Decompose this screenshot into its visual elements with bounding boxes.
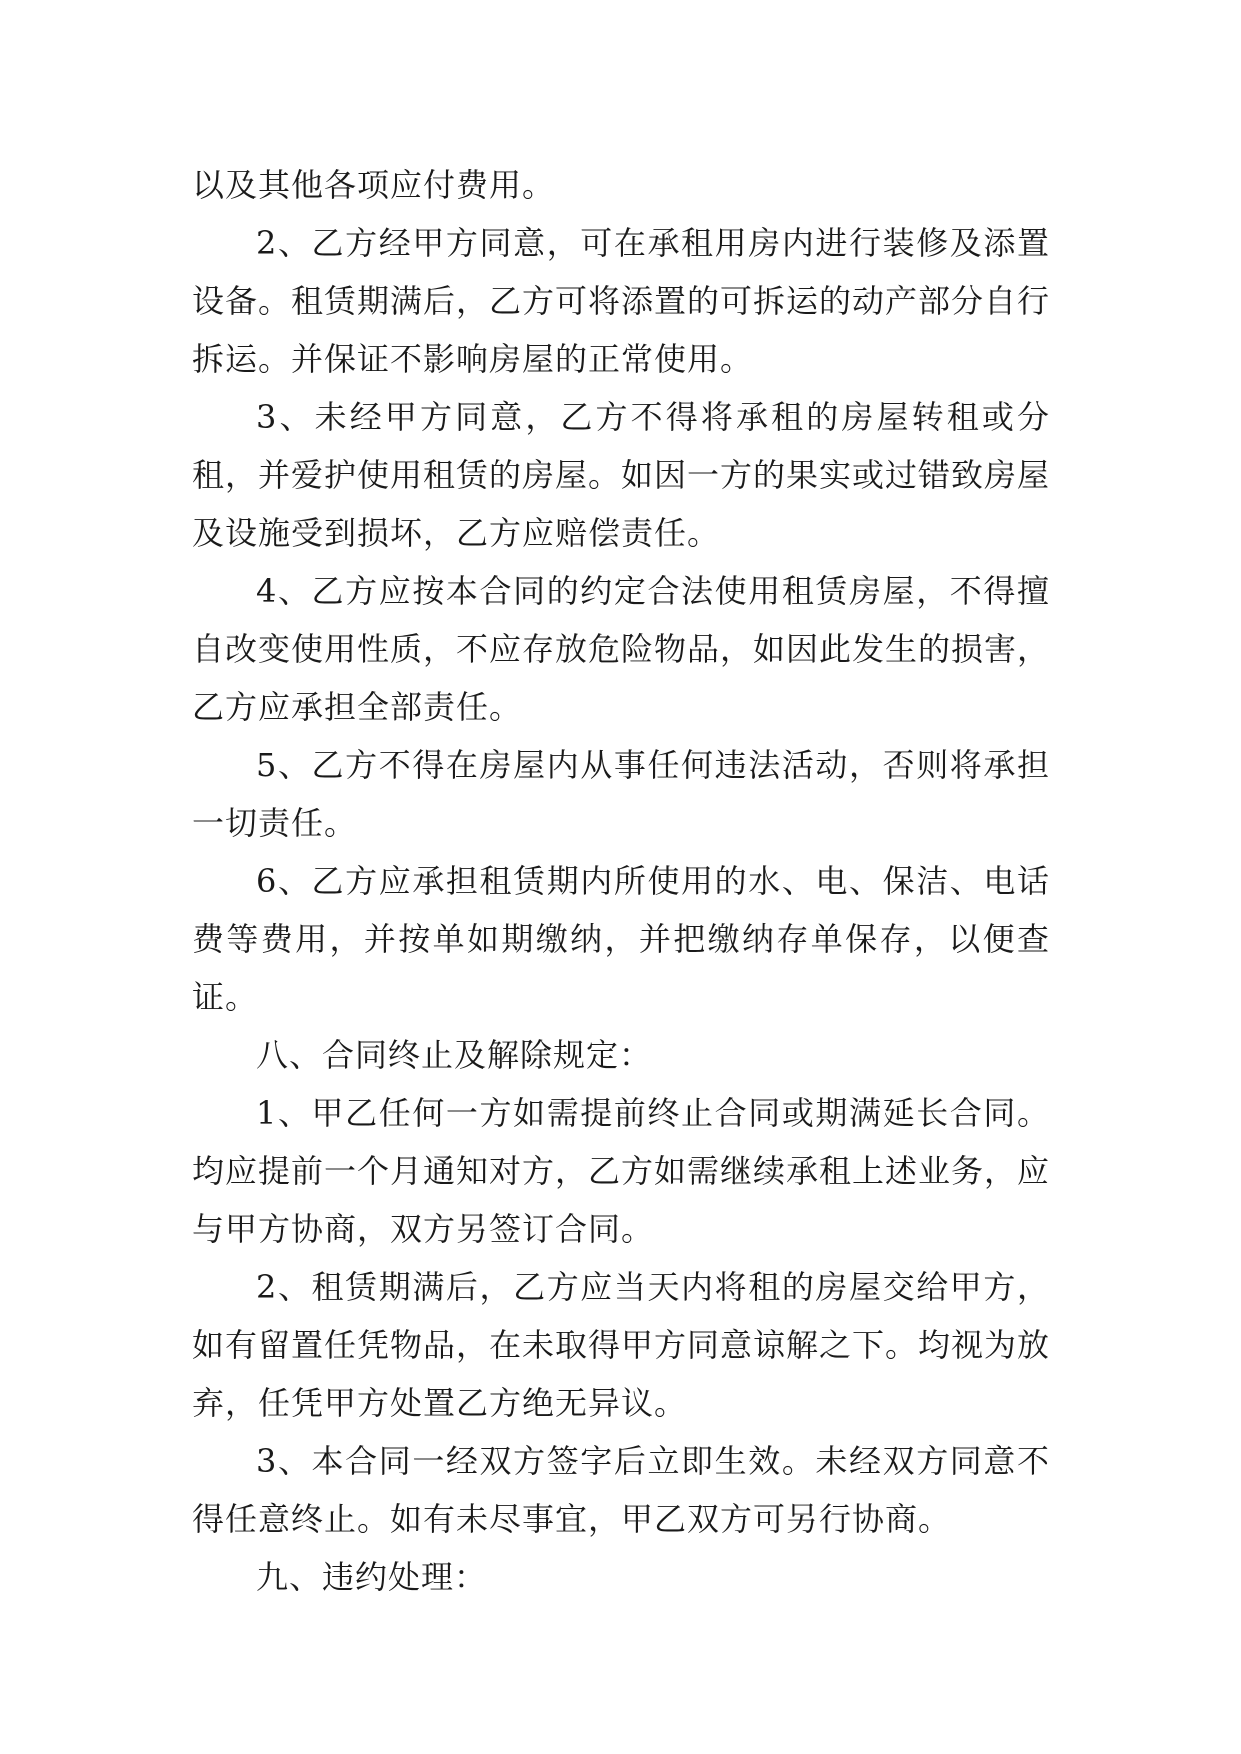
paragraph-clause-4-usage: 4、乙方应按本合同的约定合法使用租赁房屋，不得擅自改变使用性质，不应存放危险物品，如因此发生的损害，乙方应承担全部责任。 bbox=[192, 572, 1051, 726]
paragraph-clause-2-renovation: 2、乙方经甲方同意，可在承租用房内进行装修及添置设备。租赁期满后，乙方可将添置的可拆运的动产部分自行拆运。并保证不影响房屋的正常使用。 bbox=[192, 224, 1051, 378]
paragraph-termination-3: 3、本合同一经双方签字后立即生效。未经双方同意不得任意终止。如有未尽事宜，甲乙双方可另行协商。 bbox=[192, 1442, 1050, 1538]
paragraph-clause-3-sublet: 3、未经甲方同意，乙方不得将承租的房屋转租或分租，并爱护使用租赁的房屋。如因一方的果实或过错致房屋及设施受到损坏，乙方应赔偿责任。 bbox=[192, 398, 1051, 552]
paragraph-clause-6-fees: 6、乙方应承担租赁期内所使用的水、电、保洁、电话费等费用，并按单如期缴纳，并把缴纳存单保存，以便查证。 bbox=[192, 862, 1050, 1016]
paragraph-clause-5-illegal: 5、乙方不得在房屋内从事任何违法活动，否则将承担一切责任。 bbox=[192, 746, 1050, 842]
document-body bbox=[192, 156, 1050, 1606]
paragraph-continuation: 以及其他各项应付费用。 bbox=[192, 166, 556, 204]
paragraph-termination-2: 2、租赁期满后，乙方应当天内将租的房屋交给甲方，如有留置任凭物品，在未取得甲方同意谅解之下。均视为放弃，任凭甲方处置乙方绝无异议。 bbox=[192, 1268, 1051, 1422]
section-heading-termination: 八、合同终止及解除规定： bbox=[256, 1036, 653, 1074]
section-heading-breach: 九、违约处理： bbox=[256, 1558, 488, 1596]
paragraph-termination-1: 1、甲乙任何一方如需提前终止合同或期满延长合同。均应提前一个月通知对方，乙方如需继续承租上述业务，应与甲方协商，双方另签订合同。 bbox=[192, 1094, 1051, 1248]
